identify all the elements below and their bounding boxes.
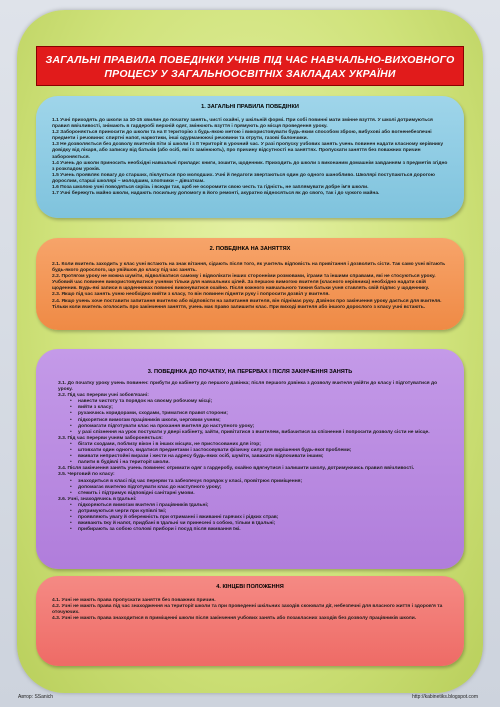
author-credit: Автор: SSanich [18, 694, 54, 700]
section-final-provisions [36, 576, 464, 666]
bullet-item: • штовхати один одного, кидатися предметами і застосовувати фізичну силу для вирішення будь-якої проблеми; [52, 448, 448, 454]
section-body [52, 381, 448, 533]
rule-item: 2.3. Якщо під час занять учню необхідно вийти з класу, то він повинен підняти руку і попросити дозвіл у вчителя. [52, 292, 330, 298]
rule-item: 1.5 Учень проявляє повагу до старших, піклується про молодших. Учні й педагоги звертаються один до одного шанобливо. Школярі поступаються дорогою дорослим, старші школярі – молодшим, хлопчики – дівчаткам. [52, 172, 435, 184]
section-heading: 2. ПОВЕДІНКА НА ЗАНЯТТЯХ [209, 246, 291, 252]
rule-item: 4.3. Учні не мають права знаходитися в приміщенні школи після закінчення учбових занять або позакласних заходів без дозволу працівників школи. [52, 616, 417, 622]
bullet-item: • бігати сходами, поблизу вікон і в інших місцях, не пристосованих для ігор; [52, 442, 448, 448]
rule-item: 3.4. Після закінчення занять учень повинен: отримати одяг з гардеробу, охайно вдягнутися і залишити школу, дотримуючись правил ввічливості. [58, 466, 415, 472]
bullet-item: • вживають їжу й напої, придбані в їдальні чи принесені з собою, тільки в їдальні; [52, 521, 448, 527]
rule-item: 2.1. Коли вчитель заходить у клас учні встають на знак вітання, сідають після того, як учитель відповість на привітання і дозволить сісти. Так само учні вітають будь-якого дорослого, що увійшов до класу під час занять. [52, 262, 446, 274]
rule-item: 3.3. Під час перерви учням забороняється: [58, 435, 163, 441]
rule-item: 1.7 Учні бережуть майно школи, надають посильну допомогу в його ремонті, акуратно відносяться як до свого, так і до чужого майна. [52, 191, 380, 197]
bullet-item: • дотримуються черги при купівлі їжі; [52, 509, 448, 515]
rule-item: 3.5. Черговий по класу: [58, 472, 115, 478]
rule-item: 1.2 Забороняється приносити до школи та на її територію з будь-якою метою і використовувати будь-яким способом зброю, вибухові або вогненебезпечні предмети і речовини: спиртні напої, наркотики, інші одурманюючі речовини та отрути, газові балончики. [52, 130, 432, 142]
bullet-item: • вживати непристойні вирази і жести на адресу будь-яких осіб, шуміти, заважати відпочивати іншим; [52, 454, 448, 460]
rule-item: 4.1. Учні не мають права пропускати заняття без поважних причин. [52, 598, 216, 603]
rule-item: 4.2. Учні не мають права під час знаходження на території школи та при проведенні шкільних заходів скоювати дії, небезпечні для власного життя і здоров'я та оточуючих. [52, 604, 443, 616]
rule-item: 1.6 Поза школою учні поводяться скрізь і всюди так, щоб не осоромити свою честь та гідність, не заплямувати добре ім'я школи. [52, 185, 369, 191]
bullet-item: • підкорятися вимогам працівників школи, черговим учням; [52, 418, 448, 424]
section-body [52, 118, 448, 197]
rule-item: 3.1. До початку уроку учень повинен: прибути до кабінету до першого дзвінка; після першого дзвінка з дозволу вчителя увійти до класу і підготуватися до уроку. [58, 381, 438, 393]
bullet-item: • підкоряються вимогам вчителя і працівників їдальні; [52, 503, 448, 509]
section-behavior-in-class [36, 238, 464, 330]
section-heading: 1. ЗАГАЛЬНІ ПРАВИЛА ПОВЕДІНКИ [201, 104, 299, 110]
rule-item: 1.1 Учні приходять до школи за 10-15 хвилин до початку занять, чисті охайні, у шкільній формі. При собі повинні мати змінне взуття. У школі дотримуються правил ввічливості, знімають в гардеробі верхній одяг, змінюють взуття і прямують до місця проведення уроку. [52, 118, 433, 130]
rule-item: 3.6. Учні, знаходячись в їдальні: [58, 496, 137, 502]
page-title: ЗАГАЛЬНІ ПРАВИЛА ПОВЕДІНКИ УЧНІВ ПІД ЧАС НАВЧАЛЬНО-ВИХОВНОГО ПРОЦЕСУ У ЗАГАЛЬНООСВІТНІХ ЗАКЛАДАХ УКРАЇНИ [36, 46, 464, 86]
rule-item: 2.4. Якщо учень хоче поставити запитання вчителю або відповісти на запитання вчителя, він піднімає руку. Дзвінок про закінчення уроку дається для вчителя. Тільки коли вчитель оголосить про закінчення заняття, учень має право залишити клас. При виході вчителя або іншого дорослого з класу учні встають. [52, 298, 442, 310]
section-heading: 4. КІНЦЕВІ ПОЛОЖЕННЯ [216, 584, 284, 590]
bullet-item: • палити в будівлі і на території школи. [52, 460, 448, 466]
bullet-item: • у разі спізнення на урок постукати у двері кабінету, зайти, привітатися з вчителем, вибачитися за спізнення і попросити дозволу сісти не місце. [52, 430, 448, 436]
bullet-item: • рухаючись коридорами, сходами, триматися правої сторони; [52, 411, 448, 417]
bullet-item: • стежить і підтримує відповідні санітарні умови. [52, 491, 448, 497]
rule-item: 2.2. Протягом уроку не можна шуміти, відволікатися самому і відволікати інших сторонніми розмовами, іграми та іншими справами, які не стосуються уроку. Учбовий час повинен використовуватися учнями тільки для навчальних цілей. За першою вимогою вчителя (класного керівника) необхідно надати свій щоденник. Будь-які записи в щоденниках повинні виконуватися охайно. Після кожного навчального тижня батьки учня ставлять свій підпис у щоденнику. [52, 274, 436, 292]
rule-item: 1.4 Учень до школи приносить необхідні навчальні прилади: книги, зошити, щоденник. Приходить до школи з виконаним домашнім завданням з предметів згідно з розкладом уроків. [52, 160, 448, 172]
section-breaks-and-after-class [36, 349, 464, 569]
source-link[interactable]: http://kabinetiks.blogspot.com [412, 694, 478, 700]
section-body [52, 262, 448, 311]
rule-item: 3.2. Під час перерви учні зобов'язані: [58, 393, 149, 399]
section-body [52, 598, 448, 622]
bullet-item: • проявляють увагу й обережність при отриманні і вживанні гарячих і рідких страв; [52, 515, 448, 521]
bullet-item: • допомагати підготувати клас на прохання вчителя до наступного уроку; [52, 424, 448, 430]
bullet-item: • знаходиться в класі під час перерви та забезпечує порядок у класі, провітрює приміщення; [52, 479, 448, 485]
bullet-item: • прибирають за собою столові прибори і посуд після вживання їжі. [52, 527, 448, 533]
bullet-item: • навести чистоту та порядок на своєму робочому місці; [52, 399, 448, 405]
section-general-rules [36, 96, 464, 218]
bullet-item: • допомагає вчителю підготувати клас до наступного уроку; [52, 485, 448, 491]
section-heading: 3. ПОВЕДІНКА ДО ПОЧАТКУ, НА ПЕРЕРВАХ І ПІСЛЯ ЗАКІНЧЕННЯ ЗАНЯТЬ [147, 369, 353, 375]
rule-item: 1.3 Не дозволяється без дозволу вчителів піти зі школи і з її території в урочний час. У разі пропуску учбових занять учень повинен надати класному керівнику довідку від лікаря, або записку від батьків (або осіб, які їх замінюють), про причину відсутності на заняттях. Пропускати заняття без поважних причин забороняється. [52, 142, 444, 160]
bullet-item: • вийти з класу; [52, 405, 448, 411]
